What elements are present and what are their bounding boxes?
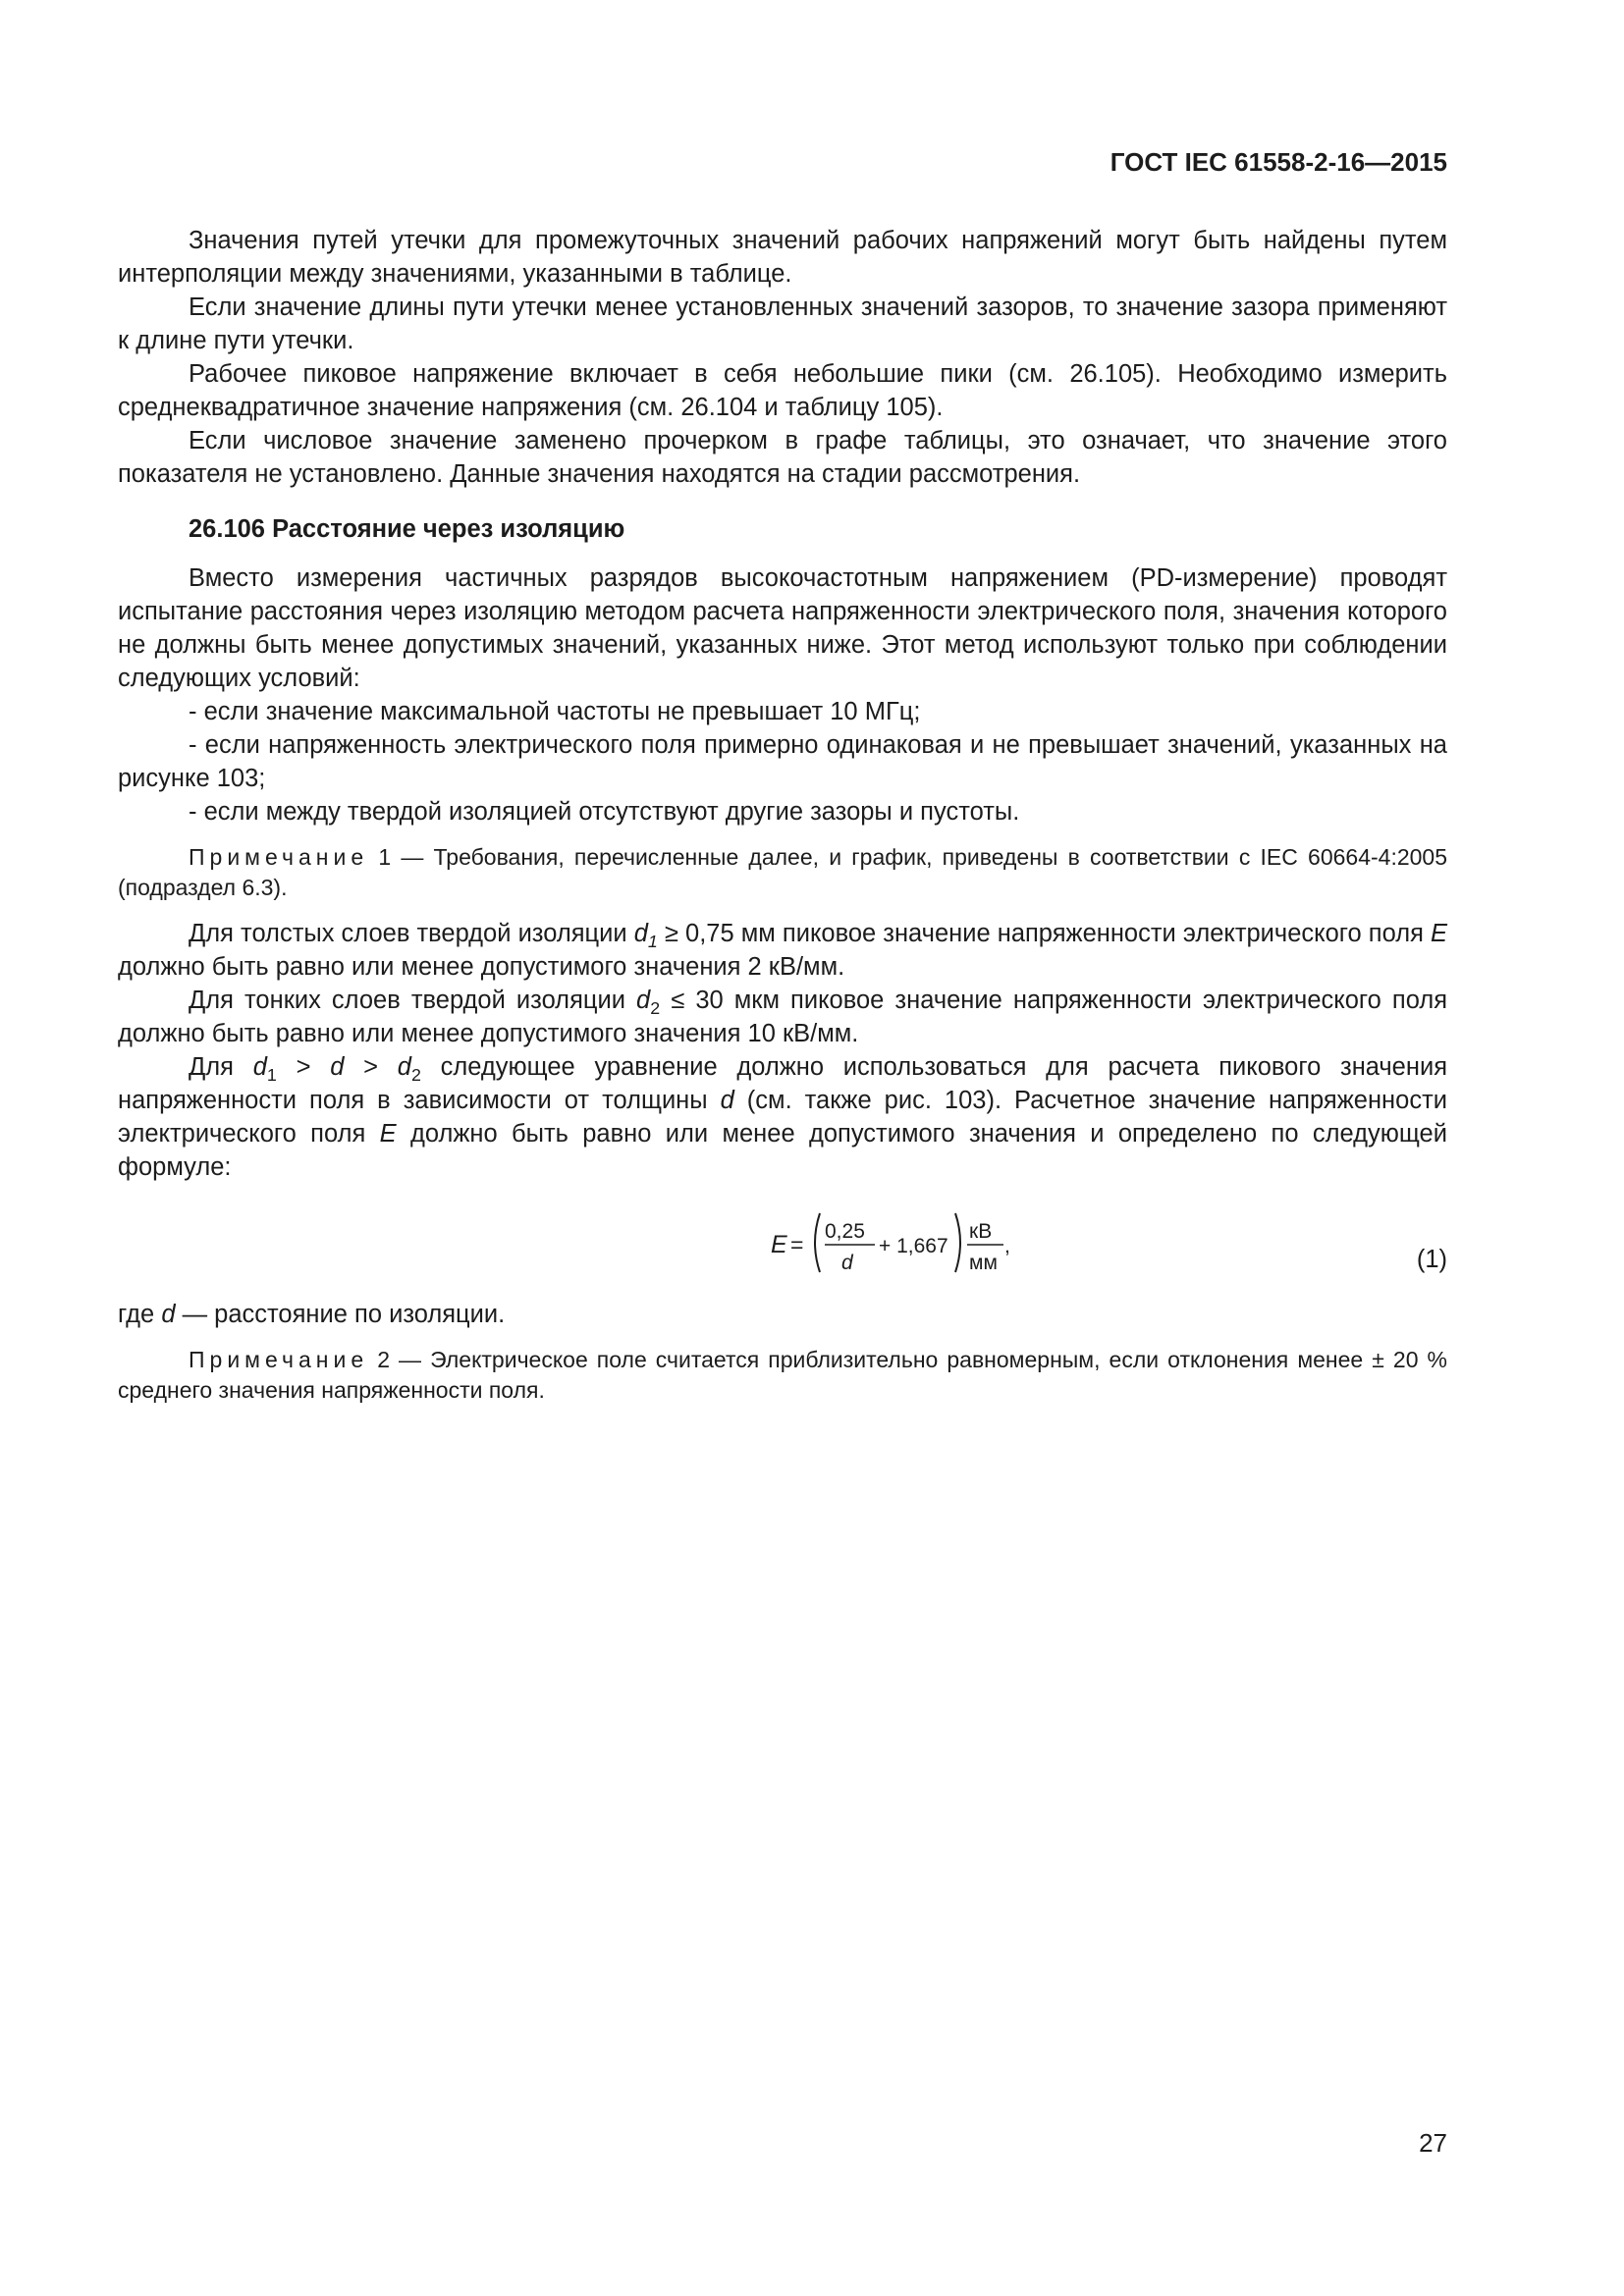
paragraph-intermediate: Для $d_1 > d > d_2$ следующее уравнение должно использоваться для расчета пикового значения напряженности поля в зависимости от толщины d (см. также рис. 103). Расчетное значение напряженности электрического поля E должно быть равно или менее допустимого значения и определено по следующей формуле: [118, 1053, 1447, 1181]
paragraph-interpolation: Значения путей утечки для промежуточных значений рабочих напряжений могут быть найдены путем интерполяции между значениями, указанными в таблице. [118, 227, 1447, 288]
bullet-frequency: - если значение максимальной частоты не превышает 10 МГц; [189, 698, 921, 725]
svg-text:кВ: кВ [969, 1220, 993, 1243]
paragraph-intro: Вместо измерения частичных разрядов высокочастотным напряжением (PD-измерение) проводят испытание расстояния через изоляцию методом расчета напряженности электрического поля, значения которого не должны быть менее допустимых значений, указанных ниже. Этот метод используют только при соблюдении следующих условий: [118, 564, 1447, 692]
note-1-label: Примечание [189, 844, 369, 870]
paragraph-peak-voltage: Рабочее пиковое напряжение включает в себя небольшие пики (см. 26.105). Необходимо измерить среднеквадратичное значение напряжения (см. 26.104 и таблицу 105). [118, 360, 1447, 421]
svg-text:мм: мм [969, 1252, 998, 1274]
paragraph-dash-value: Если числовое значение заменено прочерком в графе таблицы, это означает, что значение этого показателя не установлено. Данные значения находятся на стадии рассмотрения. [118, 427, 1447, 488]
paragraph-thick-layers: Для толстых слоев твердой изоляции $d_1 \ge 0,75$ мм пиковое значение напряженности электрического поля E должно быть равно или менее допустимого значения 2 кВ/мм. [118, 920, 1448, 981]
paragraph-creepage: Если значение длины пути утечки менее установленных значений зазоров, то значение зазора применяют к длине пути утечки. [118, 294, 1447, 354]
note-2-label: Примечание [189, 1347, 369, 1372]
bullet-field-strength: - если напряженность электрического поля примерно одинаковая и не превышает значений, указанных на рисунке 103; [118, 731, 1447, 792]
svg-text:0,25: 0,25 [825, 1220, 865, 1243]
formula-block [118, 1194, 1447, 1292]
svg-text:,: , [1004, 1235, 1010, 1257]
field-strength-formula [653, 1194, 1046, 1292]
svg-text:+ 1,667: + 1,667 [879, 1235, 948, 1257]
note-2-text: 2 — Электрическое поле считается приблизительно равномерным, если отклонения менее ± 20 % среднего значения напряженности поля. [118, 1347, 1448, 1403]
equation-number: (1) [1416, 1246, 1447, 1273]
paragraph-thin-layers: Для тонких слоев твердой изоляции $d_2 \le 30$ мкм пиковое значение напряженности электрического поля должно быть равно или менее допустимого значения 10 кВ/мм. [118, 987, 1448, 1047]
section-heading: 26.106 Расстояние через изоляцию [189, 515, 625, 543]
svg-text:E: E [771, 1231, 787, 1258]
paragraph-where: где d — расстояние по изоляции. [118, 1301, 506, 1328]
page-content [118, 224, 1447, 1419]
note-1-text: 1 — Требования, перечисленные далее, и график, приведены в соответствии с IEC 60664-4:2005 (подраздел 6.3). [118, 844, 1448, 900]
svg-text:=: = [790, 1232, 804, 1257]
note-1 [118, 842, 1447, 903]
bullet-no-voids: - если между твердой изоляцией отсутствуют другие зазоры и пустоты. [189, 798, 1020, 826]
page-number: 27 [1419, 2128, 1447, 2158]
note-2 [118, 1345, 1447, 1406]
svg-text:d: d [841, 1252, 853, 1274]
document-header: ГОСТ IEC 61558-2-16—2015 [1110, 147, 1447, 177]
